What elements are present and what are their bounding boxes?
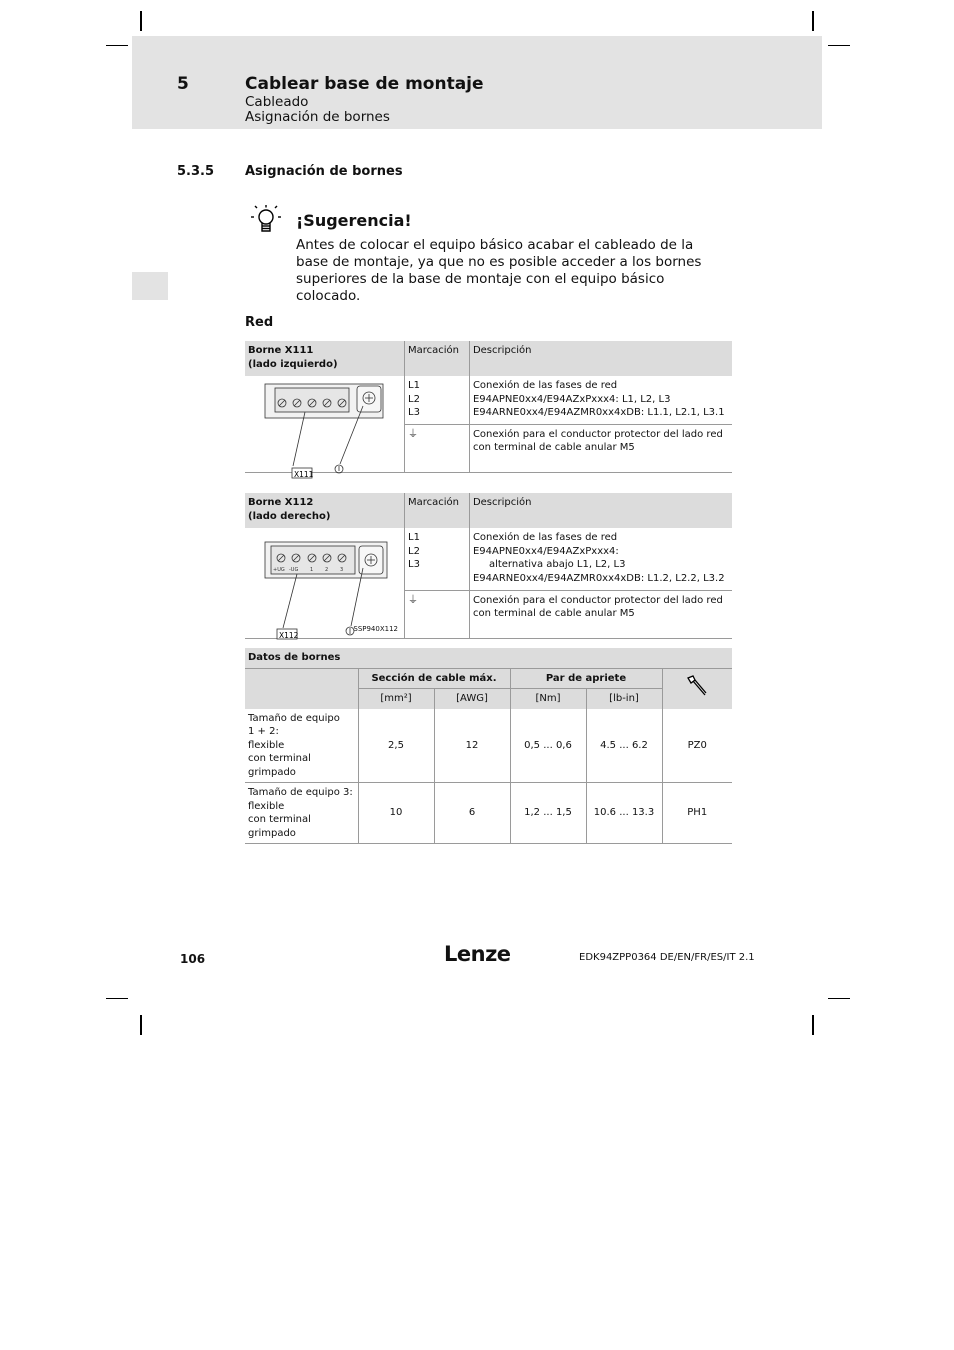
crop-mark (828, 45, 850, 46)
terminal-label: +UG (273, 567, 285, 573)
ground-symbol: ⏚ (408, 428, 418, 440)
tip-title: ¡Sugerencia! (296, 211, 412, 230)
unit-nm: [Nm] (510, 689, 586, 709)
subsection-label: Red (245, 315, 274, 330)
chapter-title: Cablear base de montaje (245, 74, 484, 94)
terminal-table-x111 (245, 341, 732, 479)
tip-text: Antes de colocar el equipo básico acabar el cableado de la base de montaje, ya que no es posible acceder a los bornes superiores de la base de montaje con el equipo básico colocado. (296, 237, 702, 304)
row-label (245, 709, 358, 783)
terminal-name: Borne X111 (248, 345, 314, 356)
screwdriver-icon (685, 674, 709, 698)
marking: L3 (408, 559, 420, 570)
value-cell: 1,2 ... 1,5 (510, 783, 586, 844)
label-line: con terminal (248, 753, 311, 764)
label-line: flexible (248, 739, 285, 751)
label-line: Tamaño de equipo (248, 712, 340, 724)
screwdriver-cell (662, 668, 732, 709)
figure-label: X111 (294, 470, 314, 479)
terminal-table-x112 (245, 493, 732, 639)
value-cell: 12 (434, 709, 510, 783)
description-cell (469, 376, 732, 424)
marking: L2 (408, 545, 420, 557)
marking: L2 (408, 393, 420, 405)
marking-cell (405, 528, 470, 590)
crop-mark (140, 11, 142, 31)
marking: L3 (408, 407, 420, 418)
description-cell (469, 528, 732, 590)
lenze-logo: Lenze (444, 942, 511, 966)
table-header-terminal (245, 493, 405, 528)
label-line: 1 + 2: (248, 726, 279, 737)
label-line: grimpado (248, 827, 296, 839)
table-header-description: Descripción (469, 341, 732, 376)
label-line: Tamaño de equipo 3: (248, 787, 353, 798)
label-line: con terminal (248, 814, 311, 825)
description-cell (469, 424, 732, 472)
unit-lbin: [lb-in] (586, 689, 662, 709)
terminal-label: -UG (289, 567, 299, 573)
terminal-data-table (245, 648, 732, 844)
description-line: E94ARNE0xx4/E94AZMR0xx4xDB: L1.2, L2.2, L3.2 (472, 572, 725, 584)
table-header-marking: Marcación (405, 493, 470, 528)
section-number: 5.3.5 (177, 164, 215, 179)
description-line: E94ARNE0xx4/E94AZMR0xx4xDB: L1.1, L2.1, L3.1 (472, 407, 725, 418)
table-header-marking: Marcación (405, 341, 470, 376)
description-cell (469, 590, 732, 638)
crop-mark (140, 1015, 142, 1035)
section-title: Asignación de bornes (245, 164, 403, 179)
description-line: Conexión para el conductor protector del lado red (472, 428, 723, 440)
chapter-subtitle: Cableado (245, 94, 309, 110)
marking-cell (405, 376, 470, 424)
unit-awg: [AWG] (434, 689, 510, 709)
crop-mark (106, 998, 128, 999)
marking: L1 (408, 532, 420, 543)
terminal-side: (lado derecho) (248, 510, 331, 522)
row-label (245, 783, 358, 844)
terminal-x111-diagram (245, 376, 404, 479)
description-line: Conexión para el conductor protector del lado red (472, 594, 723, 606)
value-cell: 2,5 (358, 709, 434, 783)
terminal-side: (lado izquierdo) (248, 358, 338, 370)
terminal-name: Borne X112 (248, 497, 314, 508)
table-header-terminal (245, 341, 405, 376)
terminal-label: 2 (325, 567, 329, 573)
description-line: E94APNE0xx4/E94AZxPxxx4: (472, 545, 619, 557)
value-cell: 0,5 ... 0,6 (510, 709, 586, 783)
header-torque: Par de apriete (510, 668, 662, 689)
data-table-title: Datos de bornes (245, 648, 732, 668)
document-id: EDK94ZPP0364 DE/EN/FR/ES/IT 2.1 (579, 952, 755, 963)
header-cable-section: Sección de cable máx. (358, 668, 510, 689)
description-line: E94APNE0xx4/E94AZxPxxx4: L1, L2, L3 (472, 393, 671, 405)
crop-mark (812, 1015, 814, 1035)
marking: L1 (408, 380, 420, 391)
unit-mm2: [mm²] (358, 689, 434, 709)
lightbulb-icon (248, 203, 284, 237)
marking-cell (405, 424, 470, 472)
side-tab (132, 272, 168, 300)
crop-mark (812, 11, 814, 31)
description-line: Conexión de las fases de red (472, 380, 618, 391)
terminal-figure-cell (245, 376, 405, 479)
value-cell: 10 (358, 783, 434, 844)
chapter-subtitle: Asignación de bornes (245, 109, 390, 125)
figure-caption: SSP940X112 (353, 625, 398, 633)
chapter-number: 5 (177, 74, 189, 94)
value-cell: 4.5 ... 6.2 (586, 709, 662, 783)
description-line: alternativa abajo L1, L2, L3 (488, 559, 626, 570)
terminal-label: 3 (340, 567, 344, 573)
figure-label: X112 (279, 631, 299, 640)
description-line: con terminal de cable anular M5 (472, 608, 635, 619)
crop-mark (106, 45, 128, 46)
label-line: flexible (248, 800, 285, 812)
table-header-description: Descripción (469, 493, 732, 528)
page-number: 106 (180, 952, 206, 966)
value-cell: 6 (434, 783, 510, 844)
value-cell: PH1 (662, 783, 732, 844)
crop-mark (828, 998, 850, 999)
value-cell: PZ0 (662, 709, 732, 783)
marking-cell (405, 590, 470, 638)
header-empty (245, 668, 358, 709)
description-line: con terminal de cable anular M5 (472, 442, 635, 454)
label-line: grimpado (248, 766, 296, 778)
description-line: Conexión de las fases de red (472, 532, 618, 543)
terminal-figure-cell (245, 528, 405, 638)
value-cell: 10.6 ... 13.3 (586, 783, 662, 844)
ground-symbol: ⏚ (408, 594, 418, 606)
terminal-label: 1 (310, 567, 314, 573)
